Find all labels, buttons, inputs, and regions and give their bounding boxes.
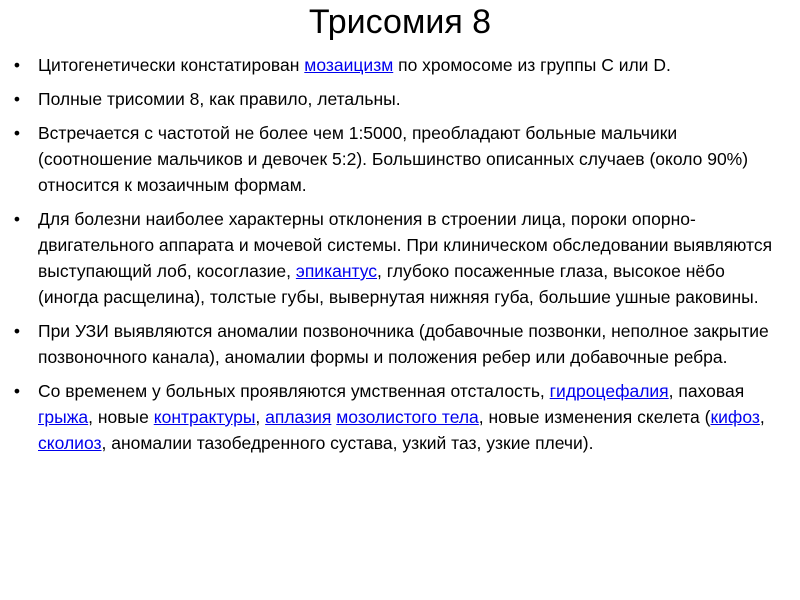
bullet-text — [38, 123, 748, 195]
text-run: , аномалии тазобедренного сустава, узкий таз, узкие плечи). — [101, 433, 594, 453]
text-run: , — [759, 407, 765, 427]
text-run: , глубоко посаженные глаза, высокое нёбо (иногда расщелина), толстые губы, вывернутая нижняя губа, большие ушные раковины. — [38, 261, 759, 307]
bullet-marker-icon: • — [13, 89, 21, 109]
bullet-text — [38, 89, 401, 109]
bullet-item — [10, 318, 785, 370]
bullet-list — [10, 52, 785, 464]
text-run: Для болезни наиболее характерны отклонения в строении лица, пороки опорно-двигательного аппарата и мочевой системы. При клиническом обследовании выявляются выступающий лоб, косоглазие, — [38, 209, 773, 281]
bullet-text — [38, 321, 769, 367]
bullet-marker-icon: • — [13, 55, 21, 75]
text-run: , — [255, 407, 266, 427]
text-run: по хромосоме из группы С или D. — [393, 55, 671, 75]
bullet-item — [10, 378, 785, 456]
bullet-item — [10, 120, 785, 198]
bullet-text — [38, 209, 772, 307]
text-run: Встречается с частотой не более чем 1:5000, преобладают больные мальчики (соотношение мальчиков и девочек 5:2). Большинство описанных случаев (около 90%) относится к мозаичным формам. — [38, 123, 749, 195]
term-link[interactable]: эпикантус — [295, 261, 378, 281]
bullet-marker-icon: • — [13, 123, 21, 143]
text-run: При УЗИ выявляются аномалии позвоночника (добавочные позвонки, неполное закрытие позвоночного канала), аномалии формы и положения ребер или добавочные ребра. — [38, 321, 769, 367]
term-link[interactable]: мозаицизм — [304, 55, 394, 75]
text-run: , паховая — [668, 381, 745, 401]
bullet-text — [38, 55, 671, 75]
bullet-item — [10, 206, 785, 310]
term-link[interactable]: кифоз — [710, 407, 760, 427]
term-link[interactable]: мозолистого тела — [336, 407, 479, 427]
bullet-marker-icon: • — [13, 321, 21, 341]
text-run: Со временем у больных проявляются умственная отсталость, — [38, 381, 550, 401]
bullet-item — [10, 52, 785, 78]
bullet-text — [38, 381, 765, 453]
term-link[interactable]: грыжа — [38, 407, 89, 427]
bullet-marker-icon: • — [13, 381, 21, 401]
text-run: Полные трисомии 8, как правило, летальны. — [38, 89, 401, 109]
text-run: Цитогенетически констатирован — [38, 55, 305, 75]
text-run: , новые изменения скелета ( — [478, 407, 711, 427]
term-link[interactable]: гидроцефалия — [549, 381, 669, 401]
term-link[interactable]: сколиоз — [38, 433, 102, 453]
bullet-marker-icon: • — [13, 209, 21, 229]
text-run: , новые — [88, 407, 154, 427]
bullet-item — [10, 86, 785, 112]
slide-title: Трисомия 8 — [308, 3, 492, 41]
term-link[interactable]: контрактуры — [153, 407, 256, 427]
term-link[interactable]: аплазия — [265, 407, 332, 427]
